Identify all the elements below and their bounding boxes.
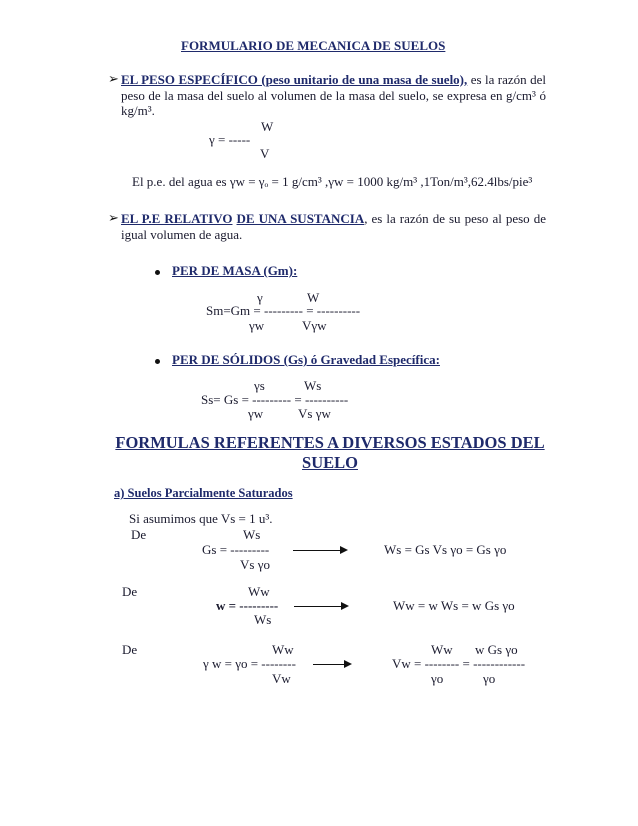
- row3-arrow-icon: [313, 664, 350, 665]
- formula-lhs: γ = -----: [209, 132, 251, 147]
- row-de-label: De: [131, 527, 147, 542]
- formulas-heading-line2: SUELO: [302, 453, 358, 472]
- pe-relativo-heading-b: DE UNA SUSTANCIA: [236, 211, 365, 226]
- row3-result: Vw = -------- = ------------: [392, 656, 526, 671]
- formulas-heading-line1: FORMULAS REFERENTES A DIVERSOS ESTADOS DEL: [115, 433, 545, 452]
- per-masa-lhs: Sm=Gm = --------- = ----------: [206, 303, 361, 318]
- row3-result-den2: γo: [483, 671, 496, 686]
- bullet-dot-icon: [155, 270, 160, 275]
- row3-lhs: γ w = γo = --------: [203, 656, 296, 671]
- row2-result: Ww = w Ws = w Gs γo: [393, 598, 515, 613]
- row1-denominator: Vs γo: [240, 557, 270, 572]
- row2-numerator: Ww: [248, 584, 270, 599]
- arrow-bullet-icon: ➢: [108, 71, 119, 86]
- row1-lhs: Gs = ---------: [202, 542, 270, 557]
- arrow-bullet-icon: ➢: [108, 210, 119, 225]
- per-solidos-lhs: Ss= Gs = --------- = ----------: [201, 392, 349, 407]
- row3-result-num2: w Gs γo: [475, 642, 518, 657]
- per-solidos-heading: PER DE SÓLIDOS (Gs) ó Gravedad Específica:: [172, 352, 440, 367]
- per-solidos-den2: Vs γw: [298, 406, 331, 421]
- row3-result-den1: γo: [431, 671, 444, 686]
- row3-denominator: Vw: [272, 671, 291, 686]
- page-title: FORMULARIO DE MECANICA DE SUELOS: [181, 38, 446, 53]
- row3-numerator: Ww: [272, 642, 294, 657]
- row2-arrow-icon: [294, 606, 347, 607]
- row-de-label: De: [122, 584, 138, 599]
- pe-relativo-heading-a: EL P.E RELATIVO: [121, 211, 233, 226]
- peso-especifico-paragraph: [121, 72, 546, 119]
- row1-arrow-icon: [293, 550, 346, 551]
- pe-relativo-text: , es la razón de su peso al peso de igual volumen de agua.: [121, 211, 546, 242]
- row2-lhs-text: w = ---------: [216, 598, 279, 613]
- per-masa-heading: PER DE MASA (Gm):: [172, 263, 298, 278]
- per-solidos-num1: γs: [254, 378, 265, 393]
- formula-denominator: V: [260, 146, 270, 161]
- formula-numerator: W: [261, 119, 274, 134]
- per-solidos-den1: γw: [248, 406, 264, 421]
- peso-especifico-heading: EL PESO ESPECÍFICO (peso unitario de una masa de suelo),: [121, 72, 468, 87]
- agua-line: El p.e. del agua es γw = γₒ = 1 g/cm³ ,γw = 1000 kg/m³ ,1Ton/m³,62.4lbs/pie³: [132, 174, 533, 189]
- row2-denominator: Ws: [254, 612, 272, 627]
- pe-relativo-paragraph: [121, 211, 546, 242]
- per-masa-num1: γ: [257, 290, 263, 305]
- row3-result-num1: Ww: [431, 642, 453, 657]
- per-masa-den1: γw: [249, 318, 265, 333]
- per-masa-den2: Vγw: [302, 318, 327, 333]
- subsection-heading: a) Suelos Parcialmente Saturados: [114, 486, 293, 500]
- row-de-label: De: [122, 642, 138, 657]
- row1-result: Ws = Gs Vs γo = Gs γo: [384, 542, 507, 557]
- bullet-dot-icon: [155, 359, 160, 364]
- peso-especifico-text: es la razón del peso de la masa del suelo al volumen de la masa del suelo, se expresa en g/cm³ ó kg/m³.: [121, 72, 547, 118]
- intro-line: Si asumimos que Vs = 1 u³.: [129, 511, 273, 526]
- per-solidos-num2: Ws: [304, 378, 322, 393]
- row1-numerator: Ws: [243, 527, 261, 542]
- per-masa-num2: W: [307, 290, 320, 305]
